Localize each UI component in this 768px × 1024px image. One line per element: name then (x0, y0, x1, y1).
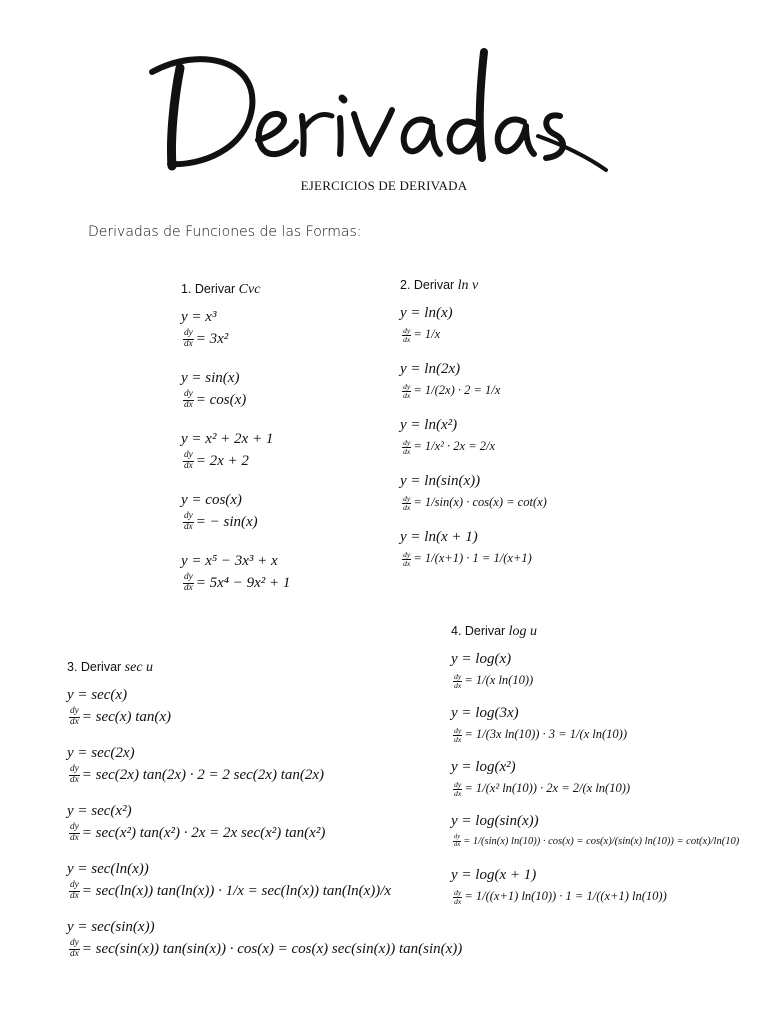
exercise (451, 864, 739, 906)
section-header: 2. Derivar ln v (400, 278, 479, 293)
exercise (181, 550, 290, 594)
exercise (181, 428, 290, 472)
exercise (181, 367, 290, 411)
exercise (400, 526, 547, 568)
section-derivar-sec (67, 660, 462, 974)
derivative-line: $\frac{dy}{dx}$ = sec(sin(x)) tan(sin(x)) · cos(x) = cos(x) sec(sin(x)) tan(sin(x)) (70, 938, 463, 960)
derivative-line: $\frac{dy}{dx}$ = 1/sin(x) · cos(x) = cot(x) (403, 493, 547, 512)
derivative-line: $\frac{dy}{dx}$ = − sin(x) (184, 511, 258, 533)
derivative-line: $\frac{dy}{dx}$ = sec(ln(x)) tan(ln(x)) · 1/x = sec(ln(x)) tan(ln(x))/x (70, 880, 392, 902)
function-line: y = sec(ln(x)) (67, 861, 149, 877)
function-line: y = x² + 2x + 1 (181, 431, 274, 447)
function-line: y = sec(x) (67, 687, 128, 703)
exercise (400, 414, 547, 456)
exercise (181, 489, 290, 533)
exercise (451, 756, 739, 798)
function-line: y = sec(x²) (67, 803, 132, 819)
function-line: y = log(sin(x)) (451, 813, 539, 829)
section-derivar-cvc (181, 282, 290, 611)
function-line: y = sin(x) (181, 370, 240, 386)
exercise (181, 306, 290, 350)
subtitle: EJERCICIOS DE DERIVADA (300, 178, 468, 193)
function-line: y = log(x²) (451, 759, 516, 775)
function-line: y = ln(2x) (400, 361, 461, 377)
function-line: y = ln(x + 1) (400, 529, 478, 545)
exercise (451, 648, 739, 690)
derivative-line: $\frac{dy}{dx}$ = 2x + 2 (184, 450, 249, 472)
function-line: y = cos(x) (181, 492, 242, 508)
derivative-line: $\frac{dy}{dx}$ = 1/x² · 2x = 2/x (403, 437, 496, 456)
exercise (67, 742, 462, 786)
section-header: 1. Derivar Cvc (181, 282, 261, 297)
derivative-line: $\frac{dy}{dx}$ = 1/(sin(x) ln(10)) · cos(x) = cos(x)/(sin(x) ln(10)) = cot(x)/ln(10) (454, 833, 740, 849)
page-title-logo (140, 38, 610, 188)
derivative-line: $\frac{dy}{dx}$ = sec(2x) tan(2x) · 2 = 2 sec(2x) tan(2x) (70, 764, 325, 786)
function-line: y = sec(sin(x)) (67, 919, 155, 935)
exercise (451, 810, 739, 852)
exercise (400, 302, 547, 344)
derivative-line: $\frac{dy}{dx}$ = 1/(x² ln(10)) · 2x = 2/(x ln(10)) (454, 779, 631, 798)
derivative-line: $\frac{dy}{dx}$ = cos(x) (184, 389, 247, 411)
exercise (400, 470, 547, 512)
exercise (67, 858, 462, 902)
section-header: 3. Derivar sec u (67, 660, 154, 675)
function-line: y = ln(x) (400, 305, 453, 321)
derivative-line: $\frac{dy}{dx}$ = 1/((x+1) ln(10)) · 1 = 1/((x+1) ln(10)) (454, 887, 667, 906)
function-line: y = log(x) (451, 651, 512, 667)
exercise (67, 684, 462, 728)
section-header: 4. Derivar log u (451, 624, 538, 639)
derivative-line: $\frac{dy}{dx}$ = 1/x (403, 325, 441, 344)
derivative-line: $\frac{dy}{dx}$ = 3x² (184, 328, 229, 350)
exercise (67, 916, 462, 960)
function-line: y = sec(2x) (67, 745, 135, 761)
derivative-line: $\frac{dy}{dx}$ = 1/(3x ln(10)) · 3 = 1/(x ln(10)) (454, 725, 627, 744)
section-derivar-ln (400, 278, 547, 582)
intro-text: Derivadas de Funciones de las Formas: (88, 224, 362, 240)
derivative-line: $\frac{dy}{dx}$ = sec(x) tan(x) (70, 706, 172, 728)
function-line: y = x³ (181, 309, 217, 325)
exercise (67, 800, 462, 844)
function-line: y = ln(sin(x)) (400, 473, 481, 489)
exercise (451, 702, 739, 744)
function-line: y = log(x + 1) (451, 867, 537, 883)
section-derivar-log (451, 624, 739, 918)
derivative-line: $\frac{dy}{dx}$ = 5x⁴ − 9x² + 1 (184, 572, 291, 594)
derivative-line: $\frac{dy}{dx}$ = 1/(x+1) · 1 = 1/(x+1) (403, 549, 532, 568)
function-line: y = log(3x) (451, 705, 519, 721)
function-line: y = x⁵ − 3x³ + x (181, 553, 278, 569)
derivative-line: $\frac{dy}{dx}$ = 1/(2x) · 2 = 1/x (403, 381, 501, 400)
derivative-line: $\frac{dy}{dx}$ = sec(x²) tan(x²) · 2x = 2x sec(x²) tan(x²) (70, 822, 326, 844)
function-line: y = ln(x²) (400, 417, 458, 433)
derivative-line: $\frac{dy}{dx}$ = 1/(x ln(10)) (454, 671, 534, 690)
exercise (400, 358, 547, 400)
